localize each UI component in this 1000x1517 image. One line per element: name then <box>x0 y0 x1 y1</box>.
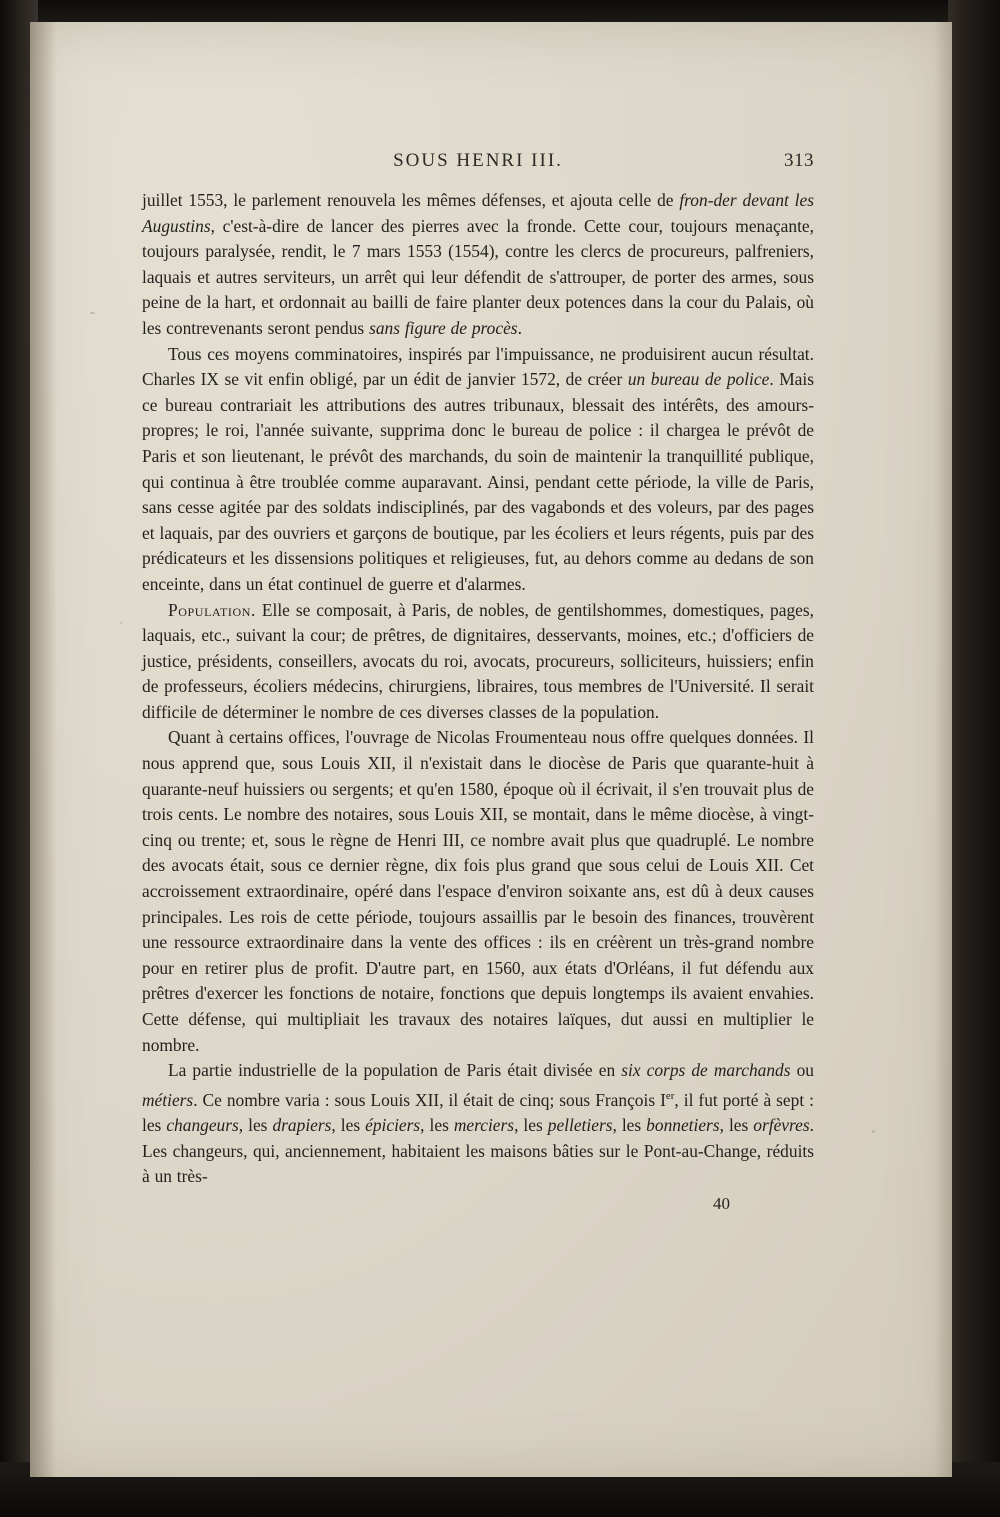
text-run: . Ce nombre varia : sous Louis XII, il était de cinq; sous François I <box>193 1089 666 1110</box>
italic-run: un bureau de police <box>627 369 770 390</box>
paper-speck <box>872 1130 875 1133</box>
text-run: Tous ces moyens comminatoires, inspirés par l'impuissance, ne produisirent aucun résultat. Charles IX se vit enfin obligé, par un édit de janvier 1572, de créer <box>142 343 814 390</box>
text-run: , les <box>331 1115 366 1136</box>
paragraph-1 <box>142 188 814 342</box>
italic-run: merciers <box>453 1115 515 1136</box>
text-run: , les <box>514 1115 548 1136</box>
text-run: ou <box>790 1060 814 1081</box>
text-run: Elle se composait, à Paris, de nobles, de gentilshommes, domestiques, pages, laquais, etc., suivant la cour; de prêtres, de dignitaires, desservants, moines, etc.; d'officiers de justice, présidents, conseillers, avocats du roi, avocats, procureurs, solliciteurs, huissiers; enfin de professeurs, écoliers médecins, chirurgiens, libraires, tous membres de l'Université. Il serait difficile de déterminer le nombre de ces diverses classes de la population. <box>142 599 814 722</box>
italic-run: bonnetiers <box>646 1115 720 1136</box>
text-run: . <box>517 317 522 338</box>
page-number: 313 <box>784 150 814 171</box>
text-run: La partie industrielle de la population de Paris était divisée en <box>168 1060 622 1081</box>
signature-mark: 40 <box>713 1193 730 1213</box>
paragraph-3-population <box>142 598 814 726</box>
section-label-population: Population. <box>168 599 256 620</box>
text-run: juillet 1553, le parlement renouvela les mêmes défenses, et ajouta celle de <box>142 190 680 210</box>
text-run: , les <box>719 1115 754 1136</box>
paragraph-2 <box>142 342 814 598</box>
text-run: . Mais ce bureau contrariait les attributions des autres tribunaux, blessait des intérêts, des amours-propres; le roi, l'année suivante, supprima donc le bureau de police : il chargea le prévôt de Paris et son lieutenant, le prévôt des marchands, du soin de maintenir la tranquillité publique, qui continua à être troublée comme auparavant. Ainsi, pendant cette période, la ville de Paris, sans cesse agitée par des soldats indisciplinés, par des vagabonds et des voleurs, par des pages et laquais, par des ouvriers et garçons de boutique, par les écoliers et leurs régents, puis par des prédicateurs et les dissensions politiques et religieuses, fut, au dehors comme au dedans de son enceinte, dans un état continuel de guerre et d'alarmes. <box>142 369 814 594</box>
running-head <box>142 150 814 180</box>
text-run: , c'est-à-dire de lancer des pierres avec la fronde. Cette cour, toujours menaçante, toujours paralysée, rendit, le 7 mars 1553 (1554), contre les clercs de procureurs, palfreniers, laquais et autres serviteurs, un arrêt qui leur défendit de s'attrouper, de porter des armes, sous peine de la hart, et ordonnait au bailli de faire planter deux potences dans la cour du Palais, où les contrevenants seront pendus <box>142 215 814 338</box>
paper-speck <box>120 622 122 624</box>
italic-run: six corps de marchands <box>621 1060 791 1081</box>
paper-speck <box>90 312 95 314</box>
italic-run: pelletiers <box>547 1115 613 1136</box>
text-run: , il fut porté à sept : les <box>142 1089 814 1136</box>
book-page <box>30 22 952 1477</box>
running-head-title: SOUS HENRI III. <box>393 150 563 171</box>
italic-run: changeurs <box>166 1115 239 1136</box>
italic-run: métiers <box>142 1089 194 1110</box>
page-edge-shadow-left <box>30 22 56 1477</box>
page-edge-shadow-right <box>934 22 952 1477</box>
paragraph-4 <box>142 725 814 1058</box>
text-run: , les <box>420 1115 454 1136</box>
scan-border-right <box>948 0 1000 1517</box>
italic-run: épiciers <box>365 1115 421 1136</box>
superscript-run: er <box>665 1089 675 1102</box>
italic-run: sans figure de procès <box>369 317 518 338</box>
text-run: , les <box>612 1115 647 1136</box>
page-text-block <box>142 150 814 1214</box>
italic-run: fron- <box>679 190 714 210</box>
paragraph-5 <box>142 1058 814 1190</box>
text-run: Quant à certains offices, l'ouvrage de Nicolas Froumenteau nous offre quelques données. Il nous apprend que, sous Louis XII, il n'existait dans le diocèse de Paris que quarante-huit à quarante-neuf huissiers ou sergents; et qu'en 1580, époque où il écrivait, il s'en trouvait plus de trois cents. Le nombre des notaires, sous Louis XII, se montait, dans le même diocèse, à vingt-cinq ou trente; et, sous le règne de Henri III, ce nombre avait plus que quadruplé. Le nombre des avocats était, sous ce dernier règne, dix fois plus grand que sous celui de Louis XII. Cet accroissement extraordinaire, opéré dans l'espace d'environ soixante ans, est dû à deux causes principales. Les rois de cette période, toujours assaillis par le besoin des finances, trouvèrent une ressource extraordinaire dans la vente des offices : ils en créèrent un très-grand nombre pour en retirer plus de profit. D'autre part, en 1560, aux états d'Orléans, il fut défendu aux prêtres d'exercer les fonctions de notaire, fonctions que depuis longtemps ils avaient envahies. Cette défense, qui multipliait les travaux des notaires laïques, dut aussi en multiplier le nombre. <box>142 727 814 1055</box>
italic-run: orfèvres <box>753 1115 810 1136</box>
italic-run: drapiers <box>272 1115 332 1136</box>
italic-run: der devant les Augustins <box>142 190 814 236</box>
text-run: , les <box>238 1115 273 1136</box>
text-run: . Les changeurs, qui, anciennement, habitaient les maisons bâties sur le Pont-au-Change, réduits à un très- <box>142 1115 814 1187</box>
